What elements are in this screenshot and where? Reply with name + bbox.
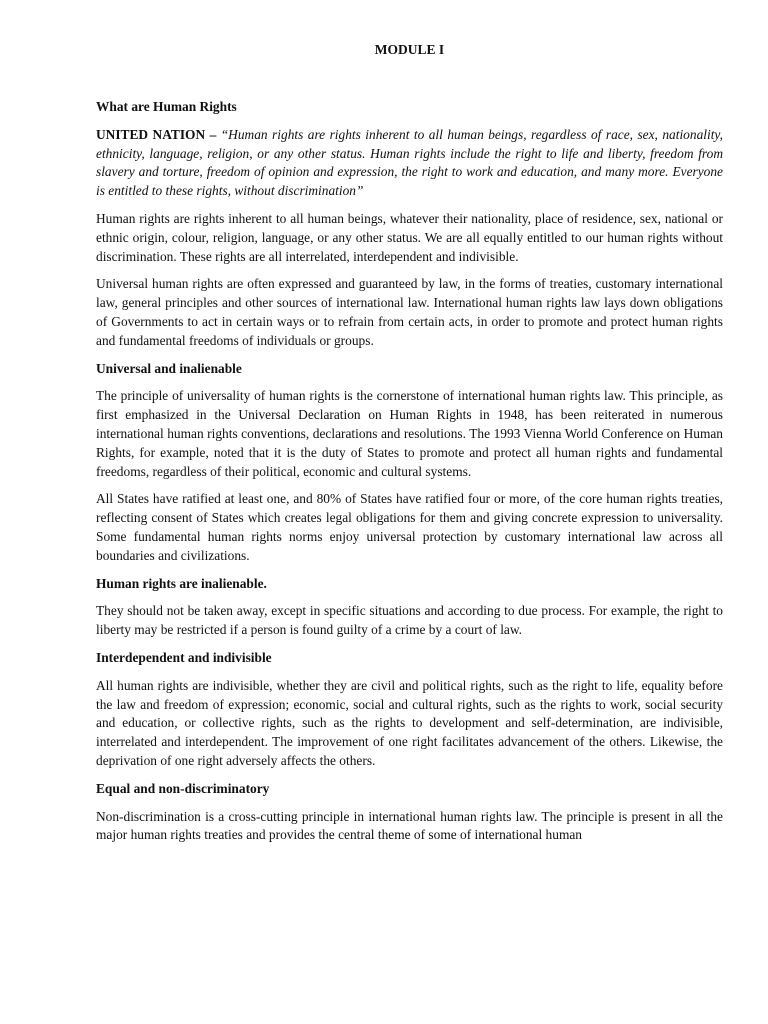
paragraph-states-ratified: All States have ratified at least one, and 80% of States have ratified four or more, of the core human rights treaties, reflecting consent of States which creates legal obligations for them and giving concrete expression to universality. Some fundamental human rights norms enjoy universal protection by customary international law across all boundaries and civilizations. [96,491,723,563]
heading-equal-non-discriminatory: Equal and non-discriminatory [96,780,270,796]
un-lead: UNITED NATION – [96,126,217,142]
heading-universal-inalienable: Universal and inalienable [96,360,242,376]
paragraph-universal-law: Universal human rights are often expressed and guaranteed by law, in the forms of treaties, customary international law, general principles and other sources of international law. International human rights law lays down obligations of Governments to act in certain ways or to refrain from certain acts, in order to promote and protect human rights and fundamental freedoms of individuals or groups. [96,276,723,348]
paragraph-indivisible: All human rights are indivisible, whether they are civil and political rights, such as the right to life, equality before the law and freedom of expression; economic, social and cultural rights, such as the rights to work, social security and education, or collective rights, such as the rights to development and self-determination, are indivisible, interrelated and interdependent. The improvement of one right facilitates advancement of the others. Likewise, the deprivation of one right adversely affects the others. [96,677,723,768]
heading-inalienable: Human rights are inalienable. [96,575,267,591]
paragraph-universality-principle: The principle of universality of human rights is the cornerstone of international human rights law. This principle, as first emphasized in the Universal Declaration on Human Rights in 1948, has been reiterated in numerous international human rights conventions, declarations and resolutions. The 1993 Vienna World Conference on Human Rights, for example, noted that it is the duty of States to promote and protect all human rights and fundamental freedoms, regardless of their political, economic and cultural systems. [96,388,723,479]
un-quote: “Human rights are rights inherent to all human beings, regardless of race, sex, nationality, ethnicity, language, religion, or any other status. Human rights include the right to life and liberty, freedom from slavery and torture, freedom of opinion and expression, the right to work and education, and many more. Everyone is entitled to these rights, without discrimination” [96,126,723,199]
paragraph-non-discrimination: Non-discrimination is a cross-cutting principle in international human rights law. The principle is present in all the major human rights treaties and provides the central theme of some of international human [96,808,723,843]
paragraph-inalienable: They should not be taken away, except in specific situations and according to due process. For example, the right to liberty may be restricted if a person is found guilty of a crime by a court of law. [96,603,723,638]
heading-what-are-human-rights: What are Human Rights [96,99,237,114]
heading-interdependent-indivisible: Interdependent and indivisible [96,649,272,665]
un-definition-paragraph [96,126,723,201]
module-title: MODULE I [374,42,445,57]
document-content [96,98,723,854]
paragraph-inherent-rights: Human rights are rights inherent to all human beings, whatever their nationality, place of residence, sex, national or ethnic origin, colour, religion, language, or any other status. We are all equally entitled to our human rights without discrimination. These rights are all interrelated, interdependent and indivisible. [96,210,723,264]
